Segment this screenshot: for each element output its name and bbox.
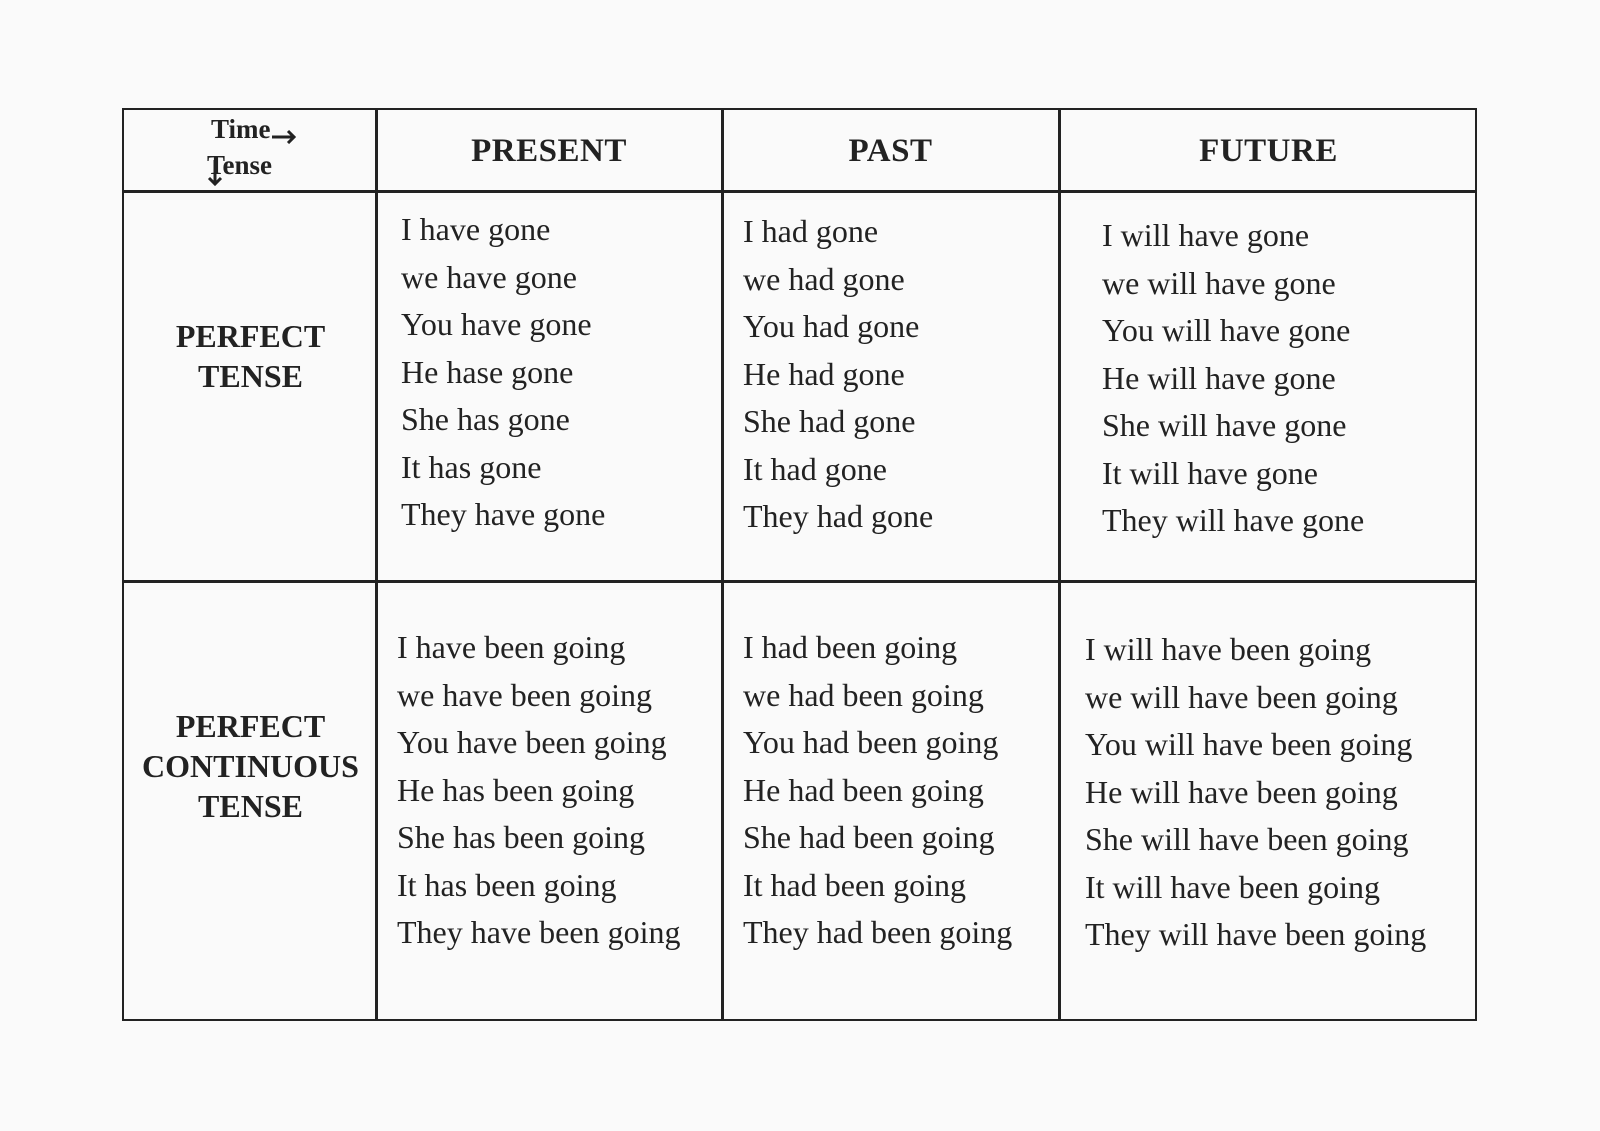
conjugation-line: we had gone xyxy=(743,260,905,297)
conjugation-line: She has been going xyxy=(397,819,645,855)
conjugation-line: She had been going xyxy=(743,819,995,855)
cell-perfect-continuous-future xyxy=(1085,626,1426,959)
cell-perfect-present xyxy=(401,206,605,539)
column-divider xyxy=(1058,110,1061,1019)
conjugation-line: You had been going xyxy=(743,724,999,760)
conjugation-line: we will have gone xyxy=(1102,264,1336,301)
row-label-perfect xyxy=(124,192,377,520)
column-header-past: PAST xyxy=(848,132,933,169)
column-header-future: FUTURE xyxy=(1199,132,1338,169)
conjugation-line: He will have gone xyxy=(1102,359,1336,396)
conjugation-line: You have gone xyxy=(401,306,592,342)
conjugation-line: They have gone xyxy=(401,496,606,532)
conjugation-line: I will have been going xyxy=(1085,631,1372,667)
conjugation-line: It had gone xyxy=(743,450,887,487)
conjugation-line: I have been going xyxy=(397,629,626,665)
row-label-line: PERFECT xyxy=(175,708,326,744)
conjugation-line: She will have gone xyxy=(1102,407,1347,443)
arrow-right-icon xyxy=(272,128,298,144)
conjugation-line: He hase gone xyxy=(401,353,574,390)
cell-perfect-future xyxy=(1102,212,1364,545)
conjugation-line: She has gone xyxy=(401,401,570,437)
cell-perfect-continuous-past xyxy=(743,624,1012,957)
conjugation-line: we have gone xyxy=(401,258,577,295)
conjugation-line: It will have gone xyxy=(1102,454,1318,491)
conjugation-line: You will have gone xyxy=(1102,312,1351,348)
row-label-line: TENSE xyxy=(198,358,303,394)
row-label-line: PERFECT xyxy=(175,318,326,354)
conjugation-line: You have been going xyxy=(397,724,667,760)
arrow-down-icon xyxy=(207,160,223,188)
tense-label: Tense xyxy=(207,150,273,180)
conjugation-line: we had been going xyxy=(743,676,984,713)
conjugation-line: He had gone xyxy=(743,355,905,392)
conjugation-line: He has been going xyxy=(397,771,635,808)
conjugation-line: It had been going xyxy=(743,866,967,903)
conjugation-line: I will have gone xyxy=(1102,217,1310,253)
conjugation-line: They will have gone xyxy=(1102,502,1365,538)
column-divider xyxy=(721,110,724,1019)
conjugation-line: I had gone xyxy=(743,213,879,249)
row-label-perfect-continuous xyxy=(124,582,377,950)
row-label-line: CONTINUOUS xyxy=(142,748,359,784)
conjugation-line: It has gone xyxy=(401,448,542,485)
conjugation-line: I had been going xyxy=(743,629,958,665)
conjugation-line: They had been going xyxy=(743,914,1013,950)
conjugation-line: I have gone xyxy=(401,211,551,247)
cell-perfect-continuous-present xyxy=(397,624,680,957)
conjugation-line: They will have been going xyxy=(1085,916,1427,952)
conjugation-line: She will have been going xyxy=(1085,821,1409,857)
conjugation-line: You had gone xyxy=(743,308,920,344)
conjugation-line: It will have been going xyxy=(1085,868,1381,905)
corner-header xyxy=(124,110,377,192)
cell-perfect-past xyxy=(743,208,933,541)
conjugation-line: we will have been going xyxy=(1085,678,1398,715)
row-label-line: TENSE xyxy=(198,788,303,824)
conjugation-line: He had been going xyxy=(743,771,984,808)
conjugation-line: They have been going xyxy=(397,914,681,950)
conjugation-line: You will have been going xyxy=(1085,726,1413,762)
conjugation-line: He will have been going xyxy=(1085,773,1398,810)
conjugation-line: we have been going xyxy=(397,676,653,713)
conjugation-line: They had gone xyxy=(743,498,934,534)
time-label: Time xyxy=(211,114,271,144)
tense-table xyxy=(122,108,1477,1021)
column-header-present: PRESENT xyxy=(471,132,627,169)
conjugation-line: She had gone xyxy=(743,403,916,439)
conjugation-line: It has been going xyxy=(397,866,617,903)
